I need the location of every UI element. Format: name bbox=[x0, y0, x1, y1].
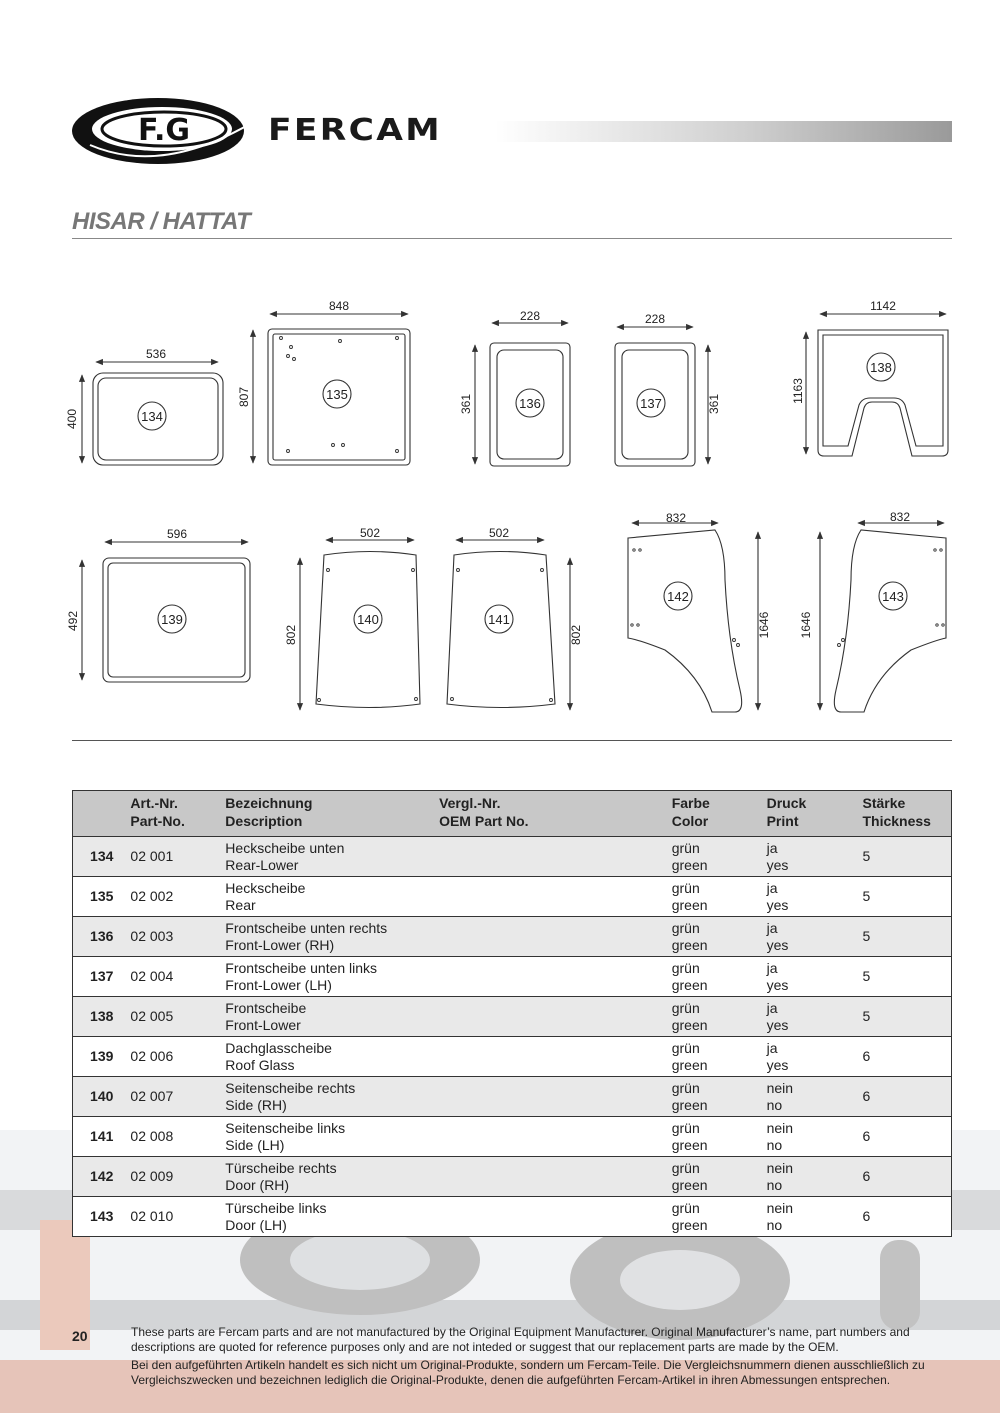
dim-135-width: 848 bbox=[328, 299, 350, 313]
row-number: 141 bbox=[73, 1117, 131, 1157]
description: Seitenscheibe links Side (LH) bbox=[225, 1117, 439, 1157]
table-header-row bbox=[73, 791, 952, 837]
part-no: 02 007 bbox=[130, 1077, 225, 1117]
diagram-143-id: 143 bbox=[882, 589, 904, 604]
description: Türscheibe rechts Door (RH) bbox=[225, 1157, 439, 1197]
print: ja yes bbox=[767, 917, 863, 957]
thickness: 5 bbox=[862, 917, 951, 957]
color: grün green bbox=[672, 1117, 767, 1157]
page-header bbox=[70, 95, 952, 170]
dim-135-height: 807 bbox=[237, 386, 251, 408]
table-row bbox=[73, 997, 952, 1037]
part-no: 02 010 bbox=[130, 1197, 225, 1237]
row-number: 139 bbox=[73, 1037, 131, 1077]
thickness: 5 bbox=[862, 997, 951, 1037]
diagram-138-id: 138 bbox=[870, 360, 892, 375]
table-row bbox=[73, 917, 952, 957]
thickness: 6 bbox=[862, 1157, 951, 1197]
page-number: 20 bbox=[72, 1328, 88, 1344]
thickness: 6 bbox=[862, 1037, 951, 1077]
part-no: 02 001 bbox=[130, 837, 225, 877]
col-header-description: Bezeichnung Description bbox=[225, 791, 439, 837]
thickness: 5 bbox=[862, 957, 951, 997]
description: Frontscheibe Front-Lower bbox=[225, 997, 439, 1037]
print: ja yes bbox=[767, 997, 863, 1037]
row-number: 138 bbox=[73, 997, 131, 1037]
table-row bbox=[73, 1117, 952, 1157]
row-number: 135 bbox=[73, 877, 131, 917]
col-header-color: Farbe Color bbox=[672, 791, 767, 837]
section-divider bbox=[72, 740, 952, 741]
row-number: 142 bbox=[73, 1157, 131, 1197]
thickness: 6 bbox=[862, 1077, 951, 1117]
row-number: 137 bbox=[73, 957, 131, 997]
description: Seitenscheibe rechts Side (RH) bbox=[225, 1077, 439, 1117]
oem-part-no bbox=[439, 997, 672, 1037]
logo-text: F.G bbox=[137, 113, 191, 148]
print: ja yes bbox=[767, 837, 863, 877]
part-no: 02 008 bbox=[130, 1117, 225, 1157]
color: grün green bbox=[672, 1197, 767, 1237]
parts-table bbox=[72, 790, 952, 1237]
disclaimer-german: Bei den aufgeführten Artikeln handelt es sich nicht um Original-Produkte, sondern um Fercam-Teile. Die Vergleichsnummern dienen ausschließlich zu Vergleichszwecken und bezeichnen lediglich die Original-Produkte, denen die aufgeführten Fercam-Artikel in ihren Abmessungen entsprechen. bbox=[131, 1358, 925, 1387]
description: Frontscheibe unten links Front-Lower (LH) bbox=[225, 957, 439, 997]
table-row bbox=[73, 1197, 952, 1237]
dim-138-height: 1163 bbox=[791, 378, 805, 404]
dim-134-width: 536 bbox=[145, 347, 167, 361]
thickness: 6 bbox=[862, 1197, 951, 1237]
color: grün green bbox=[672, 997, 767, 1037]
diagram-137-id: 137 bbox=[640, 396, 662, 411]
glass-diagrams bbox=[0, 280, 1000, 730]
dim-136-height: 361 bbox=[459, 393, 473, 415]
diagram-142-id: 142 bbox=[667, 589, 689, 604]
dim-137-height: 361 bbox=[707, 393, 721, 415]
dim-139-width: 596 bbox=[166, 527, 188, 541]
color: grün green bbox=[672, 957, 767, 997]
description: Dachglasscheibe Roof Glass bbox=[225, 1037, 439, 1077]
table-row bbox=[73, 957, 952, 997]
dim-141-height: 802 bbox=[569, 624, 583, 646]
thickness: 6 bbox=[862, 1117, 951, 1157]
dim-138-width: 1142 bbox=[870, 299, 896, 313]
print: nein no bbox=[767, 1197, 863, 1237]
oem-part-no bbox=[439, 957, 672, 997]
print: nein no bbox=[767, 1077, 863, 1117]
diagram-140-id: 140 bbox=[357, 612, 379, 627]
description: Heckscheibe Rear bbox=[225, 877, 439, 917]
oem-part-no bbox=[439, 877, 672, 917]
row-number: 134 bbox=[73, 837, 131, 877]
print: ja yes bbox=[767, 877, 863, 917]
row-number: 143 bbox=[73, 1197, 131, 1237]
dim-137-width: 228 bbox=[644, 312, 666, 326]
print: ja yes bbox=[767, 957, 863, 997]
table-row bbox=[73, 877, 952, 917]
oem-part-no bbox=[439, 837, 672, 877]
part-no: 02 002 bbox=[130, 877, 225, 917]
oem-part-no bbox=[439, 1117, 672, 1157]
description: Türscheibe links Door (LH) bbox=[225, 1197, 439, 1237]
col-header-oem-part-no: Vergl.-Nr. OEM Part No. bbox=[439, 791, 672, 837]
dim-141-width: 502 bbox=[488, 526, 510, 540]
oem-part-no bbox=[439, 917, 672, 957]
dim-143-height: 1646 bbox=[799, 611, 813, 639]
disclaimer-english: These parts are Fercam parts and are not manufactured by the Original Equipment Manufacturer. Original Manufacturer’s name, part numbers and descriptions are quoted for reference purposes only and are not inteded or suggest that our replacement parts are made by the OEM. bbox=[131, 1325, 910, 1354]
diagram-136-id: 136 bbox=[519, 396, 541, 411]
print: nein no bbox=[767, 1117, 863, 1157]
color: grün green bbox=[672, 1077, 767, 1117]
table-row bbox=[73, 1077, 952, 1117]
part-no: 02 003 bbox=[130, 917, 225, 957]
color: grün green bbox=[672, 877, 767, 917]
dim-140-width: 502 bbox=[359, 526, 381, 540]
part-no: 02 006 bbox=[130, 1037, 225, 1077]
print: ja yes bbox=[767, 1037, 863, 1077]
color: grün green bbox=[672, 1037, 767, 1077]
dim-134-height: 400 bbox=[65, 408, 79, 430]
footer-disclaimer bbox=[131, 1325, 951, 1391]
description: Frontscheibe unten rechts Front-Lower (RH) bbox=[225, 917, 439, 957]
table-row bbox=[73, 837, 952, 877]
col-header-row-number bbox=[73, 791, 131, 837]
row-number: 140 bbox=[73, 1077, 131, 1117]
thickness: 5 bbox=[862, 837, 951, 877]
dim-139-height: 492 bbox=[66, 610, 80, 632]
diagram-139-id: 139 bbox=[161, 612, 183, 627]
dim-142-width: 832 bbox=[665, 511, 687, 525]
part-no: 02 005 bbox=[130, 997, 225, 1037]
col-header-thickness: Stärke Thickness bbox=[862, 791, 951, 837]
part-no: 02 004 bbox=[130, 957, 225, 997]
description: Heckscheibe unten Rear-Lower bbox=[225, 837, 439, 877]
brand-name: FERCAM bbox=[268, 113, 442, 148]
diagram-135-id: 135 bbox=[326, 387, 348, 402]
print: nein no bbox=[767, 1157, 863, 1197]
dim-136-width: 228 bbox=[519, 309, 541, 323]
table-row bbox=[73, 1157, 952, 1197]
diagram-141-id: 141 bbox=[488, 612, 510, 627]
dim-140-height: 802 bbox=[284, 624, 298, 646]
row-number: 136 bbox=[73, 917, 131, 957]
oem-part-no bbox=[439, 1037, 672, 1077]
header-gradient-bar bbox=[495, 121, 952, 142]
fg-logo bbox=[70, 95, 260, 170]
title-divider bbox=[72, 238, 952, 239]
oem-part-no bbox=[439, 1077, 672, 1117]
dim-143-width: 832 bbox=[889, 510, 911, 524]
color: grün green bbox=[672, 917, 767, 957]
thickness: 5 bbox=[862, 877, 951, 917]
col-header-print: Druck Print bbox=[767, 791, 863, 837]
col-header-part-no: Art.-Nr. Part-No. bbox=[130, 791, 225, 837]
color: grün green bbox=[672, 1157, 767, 1197]
diagram-134-id: 134 bbox=[141, 409, 163, 424]
oem-part-no bbox=[439, 1157, 672, 1197]
part-no: 02 009 bbox=[130, 1157, 225, 1197]
table-row bbox=[73, 1037, 952, 1077]
color: grün green bbox=[672, 837, 767, 877]
dim-142-height: 1646 bbox=[757, 611, 771, 639]
oem-part-no bbox=[439, 1197, 672, 1237]
page-title: HISAR / HATTAT bbox=[72, 208, 251, 235]
